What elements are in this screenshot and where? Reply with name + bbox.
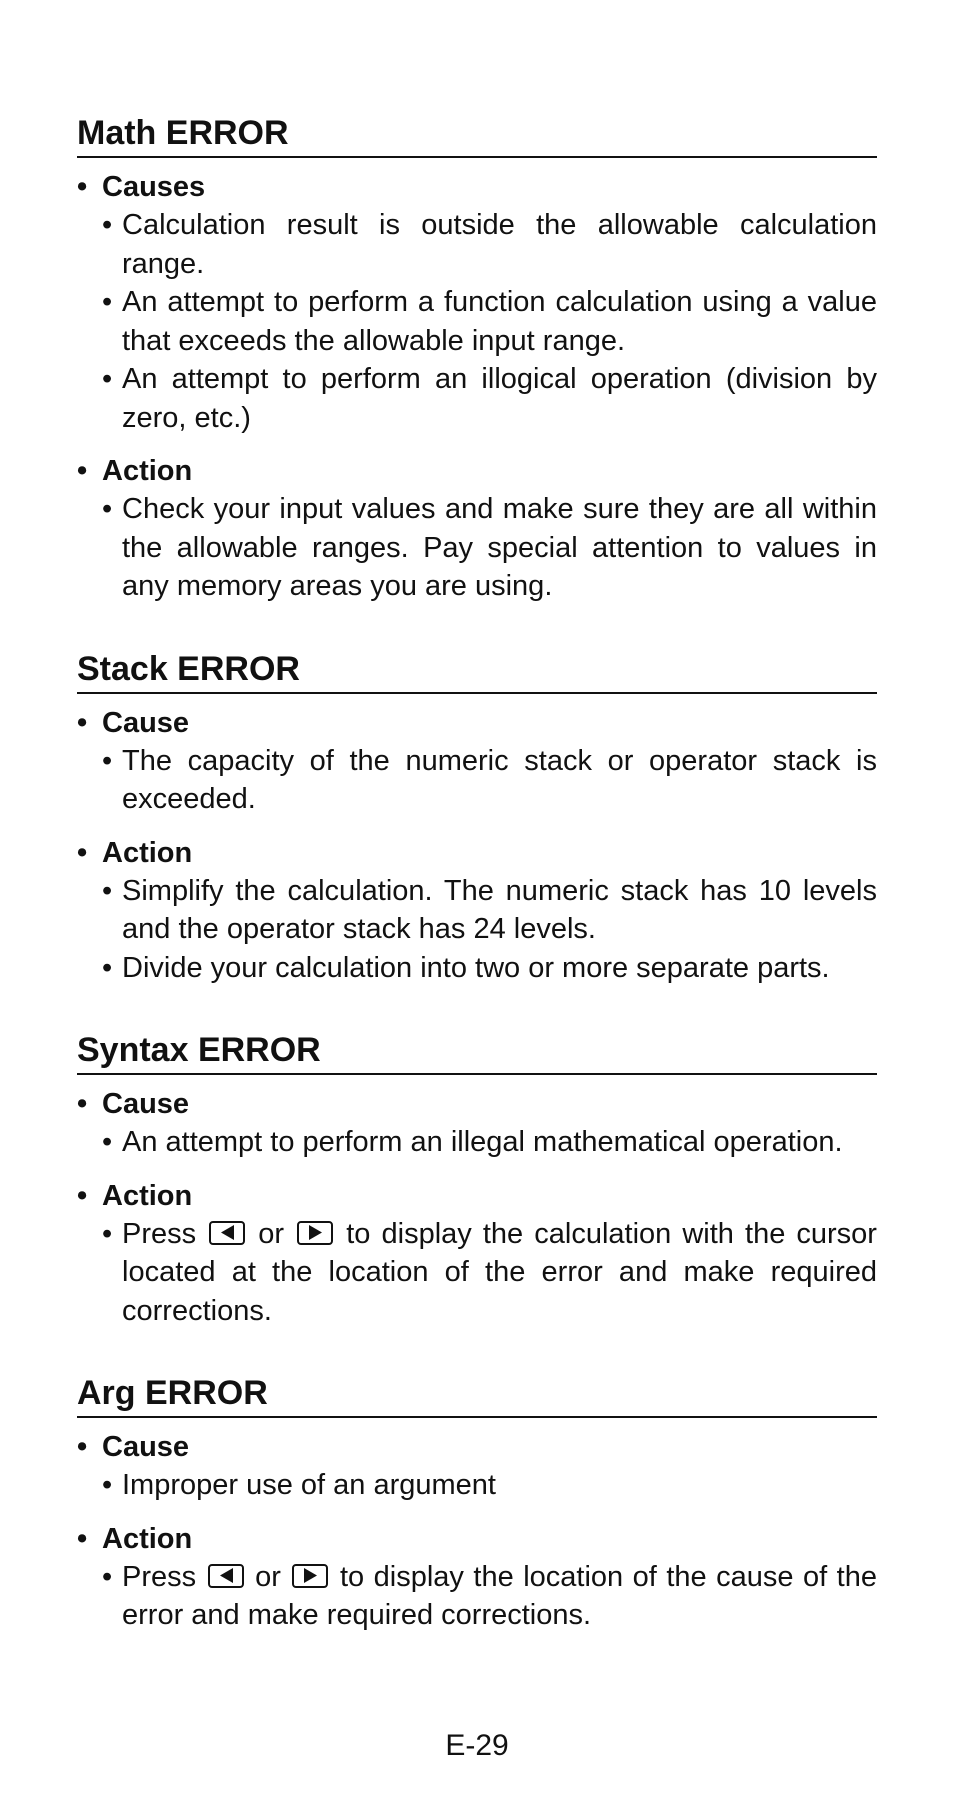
bullet-list [77, 1466, 877, 1505]
list-item [77, 283, 877, 360]
list-item [77, 1558, 877, 1635]
page-number: E-29 [445, 1729, 509, 1762]
error-section [77, 1029, 877, 1330]
bullet-icon: • [102, 1217, 113, 1250]
group-title-label: Action [102, 455, 193, 487]
bullet-list [77, 206, 877, 437]
bullet-list [77, 742, 877, 819]
bullet-icon: • [102, 744, 113, 777]
bullet-icon: • [77, 1179, 88, 1212]
list-item [77, 1123, 877, 1162]
bullet-icon: • [102, 363, 113, 395]
group-title-label: Action [102, 836, 193, 869]
item-text: or [258, 1217, 285, 1250]
group-title-label: Cause [102, 706, 190, 739]
item-text: Check your input values and make sure they are all within the allowable ranges. Pay special attention to values in any memory areas you are using. [122, 493, 877, 602]
error-message-list [77, 112, 877, 1677]
group-title [77, 1428, 877, 1466]
bullet-icon: • [102, 1560, 113, 1593]
bullet-list [77, 490, 877, 606]
bullet-icon: • [102, 209, 113, 241]
item-text: or [255, 1560, 281, 1593]
bullet-icon: • [77, 706, 88, 739]
bullet-icon: • [102, 493, 113, 525]
bullet-icon: • [77, 836, 88, 869]
group-title-label: Action [102, 1179, 193, 1212]
bullet-group [77, 168, 877, 437]
group-title [77, 704, 877, 742]
right-cursor-key-icon [297, 1221, 333, 1245]
bullet-list [77, 1215, 877, 1331]
error-section [77, 112, 877, 606]
list-item [77, 1466, 877, 1505]
bullet-group [77, 1085, 877, 1162]
item-text: The capacity of the numeric stack or operator stack is exceeded. [122, 744, 877, 815]
left-cursor-key-icon [208, 1564, 244, 1588]
error-section [77, 1372, 877, 1635]
section-heading: Syntax ERROR [77, 1029, 877, 1075]
right-cursor-key-icon [292, 1564, 328, 1588]
item-text: An attempt to perform an illegal mathematical operation. [122, 1126, 843, 1158]
bullet-group [77, 1520, 877, 1635]
list-item [77, 742, 877, 819]
list-item [77, 872, 877, 949]
group-title-label: Cause [102, 1088, 190, 1120]
item-text: An attempt to perform an illogical operation (division by zero, etc.) [122, 363, 877, 434]
bullet-icon: • [102, 286, 113, 318]
item-text: Calculation result is outside the allowable calculation range. [122, 209, 877, 280]
bullet-icon: • [102, 1126, 113, 1158]
list-item [77, 206, 877, 283]
section-heading: Stack ERROR [77, 648, 877, 694]
list-item [77, 1215, 877, 1331]
group-title [77, 1177, 877, 1215]
bullet-icon: • [102, 951, 113, 984]
group-title [77, 834, 877, 872]
bullet-icon: • [102, 1469, 113, 1501]
group-title [77, 452, 877, 490]
item-text: to display the location of the cause of the error and make required corrections. [122, 1560, 877, 1631]
bullet-icon: • [77, 1522, 88, 1555]
bullet-group [77, 834, 877, 988]
bullet-icon: • [77, 455, 88, 487]
bullet-icon: • [77, 1431, 88, 1463]
group-title [77, 168, 877, 206]
bullet-group [77, 452, 877, 606]
bullet-list [77, 1123, 877, 1162]
group-title-label: Action [102, 1522, 193, 1555]
error-section [77, 648, 877, 988]
item-text: to display the calculation with the cursor located at the location of the error and make required corrections. [122, 1217, 877, 1327]
bullet-group [77, 704, 877, 819]
bullet-icon: • [102, 874, 113, 907]
item-text: Improper use of an argument [122, 1469, 496, 1501]
item-text: An attempt to perform a function calculation using a value that exceeds the allowable input range. [122, 286, 877, 357]
item-text: Press [122, 1560, 197, 1593]
section-heading: Math ERROR [77, 112, 877, 158]
bullet-group [77, 1177, 877, 1331]
bullet-list [77, 1558, 877, 1635]
list-item [77, 949, 877, 988]
left-cursor-key-icon [209, 1221, 245, 1245]
list-item [77, 360, 877, 437]
group-title [77, 1520, 877, 1558]
bullet-group [77, 1428, 877, 1505]
group-title-label: Causes [102, 171, 206, 203]
group-title [77, 1085, 877, 1123]
bullet-icon: • [77, 171, 88, 203]
item-text: Divide your calculation into two or more separate parts. [122, 951, 830, 984]
bullet-icon: • [77, 1088, 88, 1120]
group-title-label: Cause [102, 1431, 190, 1463]
list-item [77, 490, 877, 606]
section-heading: Arg ERROR [77, 1372, 877, 1418]
item-text: Press [122, 1217, 197, 1250]
bullet-list [77, 872, 877, 988]
item-text: Simplify the calculation. The numeric stack has 10 levels and the operator stack has 24 levels. [122, 874, 877, 945]
